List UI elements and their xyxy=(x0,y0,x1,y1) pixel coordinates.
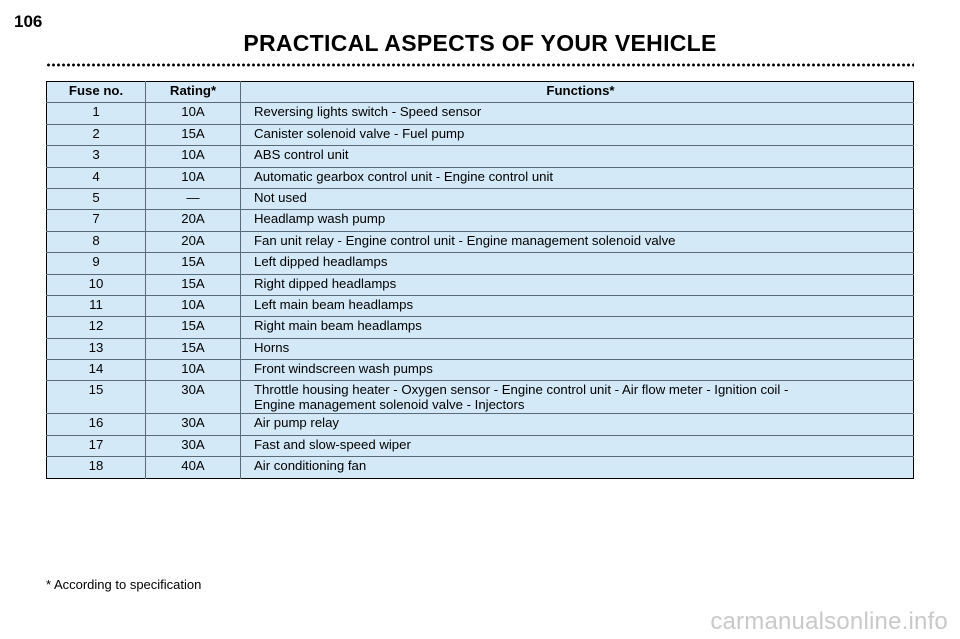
function-line: Not used xyxy=(254,189,307,205)
table-row xyxy=(47,457,914,478)
function-line: Air conditioning fan xyxy=(254,458,367,474)
fuse-rating-cell: 15A xyxy=(146,338,241,359)
function-line: Right dipped headlamps xyxy=(254,275,397,291)
table-row xyxy=(47,146,914,167)
fuse-functions-cell xyxy=(241,317,914,338)
fuse-number-cell: 9 xyxy=(47,253,146,274)
fuse-number-cell: 17 xyxy=(47,435,146,456)
fuse-rating-cell: 15A xyxy=(146,274,241,295)
function-line: Fast and slow-speed wiper xyxy=(254,436,411,452)
fuse-rating-cell: 20A xyxy=(146,210,241,231)
fuse-rating-cell: 10A xyxy=(146,167,241,188)
header-functions: Functions* xyxy=(241,82,914,103)
fuse-number-cell: 11 xyxy=(47,295,146,316)
fuse-functions-cell xyxy=(241,414,914,435)
fuse-number-cell: 4 xyxy=(47,167,146,188)
fuse-rating-cell: 10A xyxy=(146,103,241,124)
table-row xyxy=(47,103,914,124)
fuse-functions-cell xyxy=(241,210,914,231)
table-row xyxy=(47,167,914,188)
fuse-functions-cell xyxy=(241,253,914,274)
header-fuse-no: Fuse no. xyxy=(47,82,146,103)
table-row xyxy=(47,274,914,295)
function-line: Left main beam headlamps xyxy=(254,296,414,312)
function-line: Automatic gearbox control unit - Engine control unit xyxy=(254,168,554,184)
header-rating: Rating* xyxy=(146,82,241,103)
function-line: Right main beam headlamps xyxy=(254,318,422,334)
fuse-rating-cell: 30A xyxy=(146,435,241,456)
fuse-rating-cell: 30A xyxy=(146,381,241,414)
table-row xyxy=(47,231,914,252)
fuse-number-cell: 14 xyxy=(47,360,146,381)
function-line: Horns xyxy=(254,339,290,355)
table-row xyxy=(47,124,914,145)
watermark: carmanualsonline.info xyxy=(710,608,948,635)
fuse-number-cell: 12 xyxy=(47,317,146,338)
table-row xyxy=(47,210,914,231)
fuse-functions-cell xyxy=(241,231,914,252)
fuse-number-cell: 1 xyxy=(47,103,146,124)
fuse-number-cell: 15 xyxy=(47,381,146,414)
fuse-functions-cell xyxy=(241,381,914,414)
function-line: Throttle housing heater - Oxygen sensor - Engine control unit - Air flow meter - Ignition coil - xyxy=(254,382,789,398)
fuse-number-cell: 16 xyxy=(47,414,146,435)
function-line: Reversing lights switch - Speed sensor xyxy=(254,104,482,120)
fuse-rating-cell: 30A xyxy=(146,414,241,435)
table-row xyxy=(47,338,914,359)
function-line: Left dipped headlamps xyxy=(254,254,388,270)
fuse-functions-cell xyxy=(241,103,914,124)
fuse-number-cell: 3 xyxy=(47,146,146,167)
fuse-rating-cell: 10A xyxy=(146,360,241,381)
fuse-rating-cell: 15A xyxy=(146,253,241,274)
fuse-table-body xyxy=(47,103,914,478)
fuse-number-cell: 13 xyxy=(47,338,146,359)
fuse-functions-cell xyxy=(241,167,914,188)
fuse-rating-cell: 15A xyxy=(146,317,241,338)
table-header-row xyxy=(47,82,914,103)
function-line: Front windscreen wash pumps xyxy=(254,361,433,377)
table-row xyxy=(47,414,914,435)
table-row xyxy=(47,295,914,316)
fuse-functions-cell xyxy=(241,146,914,167)
fuse-rating-cell: 15A xyxy=(146,124,241,145)
page-number: 106 xyxy=(14,12,43,31)
fuse-number-cell: 8 xyxy=(47,231,146,252)
fuse-rating-cell: — xyxy=(146,188,241,209)
function-line: ABS control unit xyxy=(254,147,349,163)
fuse-table xyxy=(46,81,914,479)
function-line: Air pump relay xyxy=(254,415,340,431)
fuse-functions-cell xyxy=(241,338,914,359)
fuse-functions-cell xyxy=(241,457,914,478)
function-line: Headlamp wash pump xyxy=(254,211,386,227)
function-line: Fan unit relay - Engine control unit - Engine management solenoid valve xyxy=(254,232,676,248)
fuse-rating-cell: 40A xyxy=(146,457,241,478)
table-row xyxy=(47,253,914,274)
fuse-functions-cell xyxy=(241,274,914,295)
fuse-number-cell: 18 xyxy=(47,457,146,478)
fuse-number-cell: 2 xyxy=(47,124,146,145)
fuse-functions-cell xyxy=(241,295,914,316)
fuse-rating-cell: 10A xyxy=(146,295,241,316)
fuse-functions-cell xyxy=(241,360,914,381)
fuse-number-cell: 7 xyxy=(47,210,146,231)
function-line: Engine management solenoid valve - Injectors xyxy=(254,397,525,413)
table-row xyxy=(47,188,914,209)
fuse-number-cell: 5 xyxy=(47,188,146,209)
table-row xyxy=(47,360,914,381)
table-row xyxy=(47,317,914,338)
fuse-number-cell: 10 xyxy=(47,274,146,295)
page-title: PRACTICAL ASPECTS OF YOUR VEHICLE xyxy=(243,30,717,56)
fuse-rating-cell: 20A xyxy=(146,231,241,252)
footnote: * According to specification xyxy=(46,577,202,592)
table-row xyxy=(47,381,914,414)
dotted-divider xyxy=(46,63,914,67)
fuse-functions-cell xyxy=(241,124,914,145)
fuse-functions-cell xyxy=(241,188,914,209)
function-line: Canister solenoid valve - Fuel pump xyxy=(254,125,465,141)
fuse-rating-cell: 10A xyxy=(146,146,241,167)
table-row xyxy=(47,435,914,456)
fuse-functions-cell xyxy=(241,435,914,456)
